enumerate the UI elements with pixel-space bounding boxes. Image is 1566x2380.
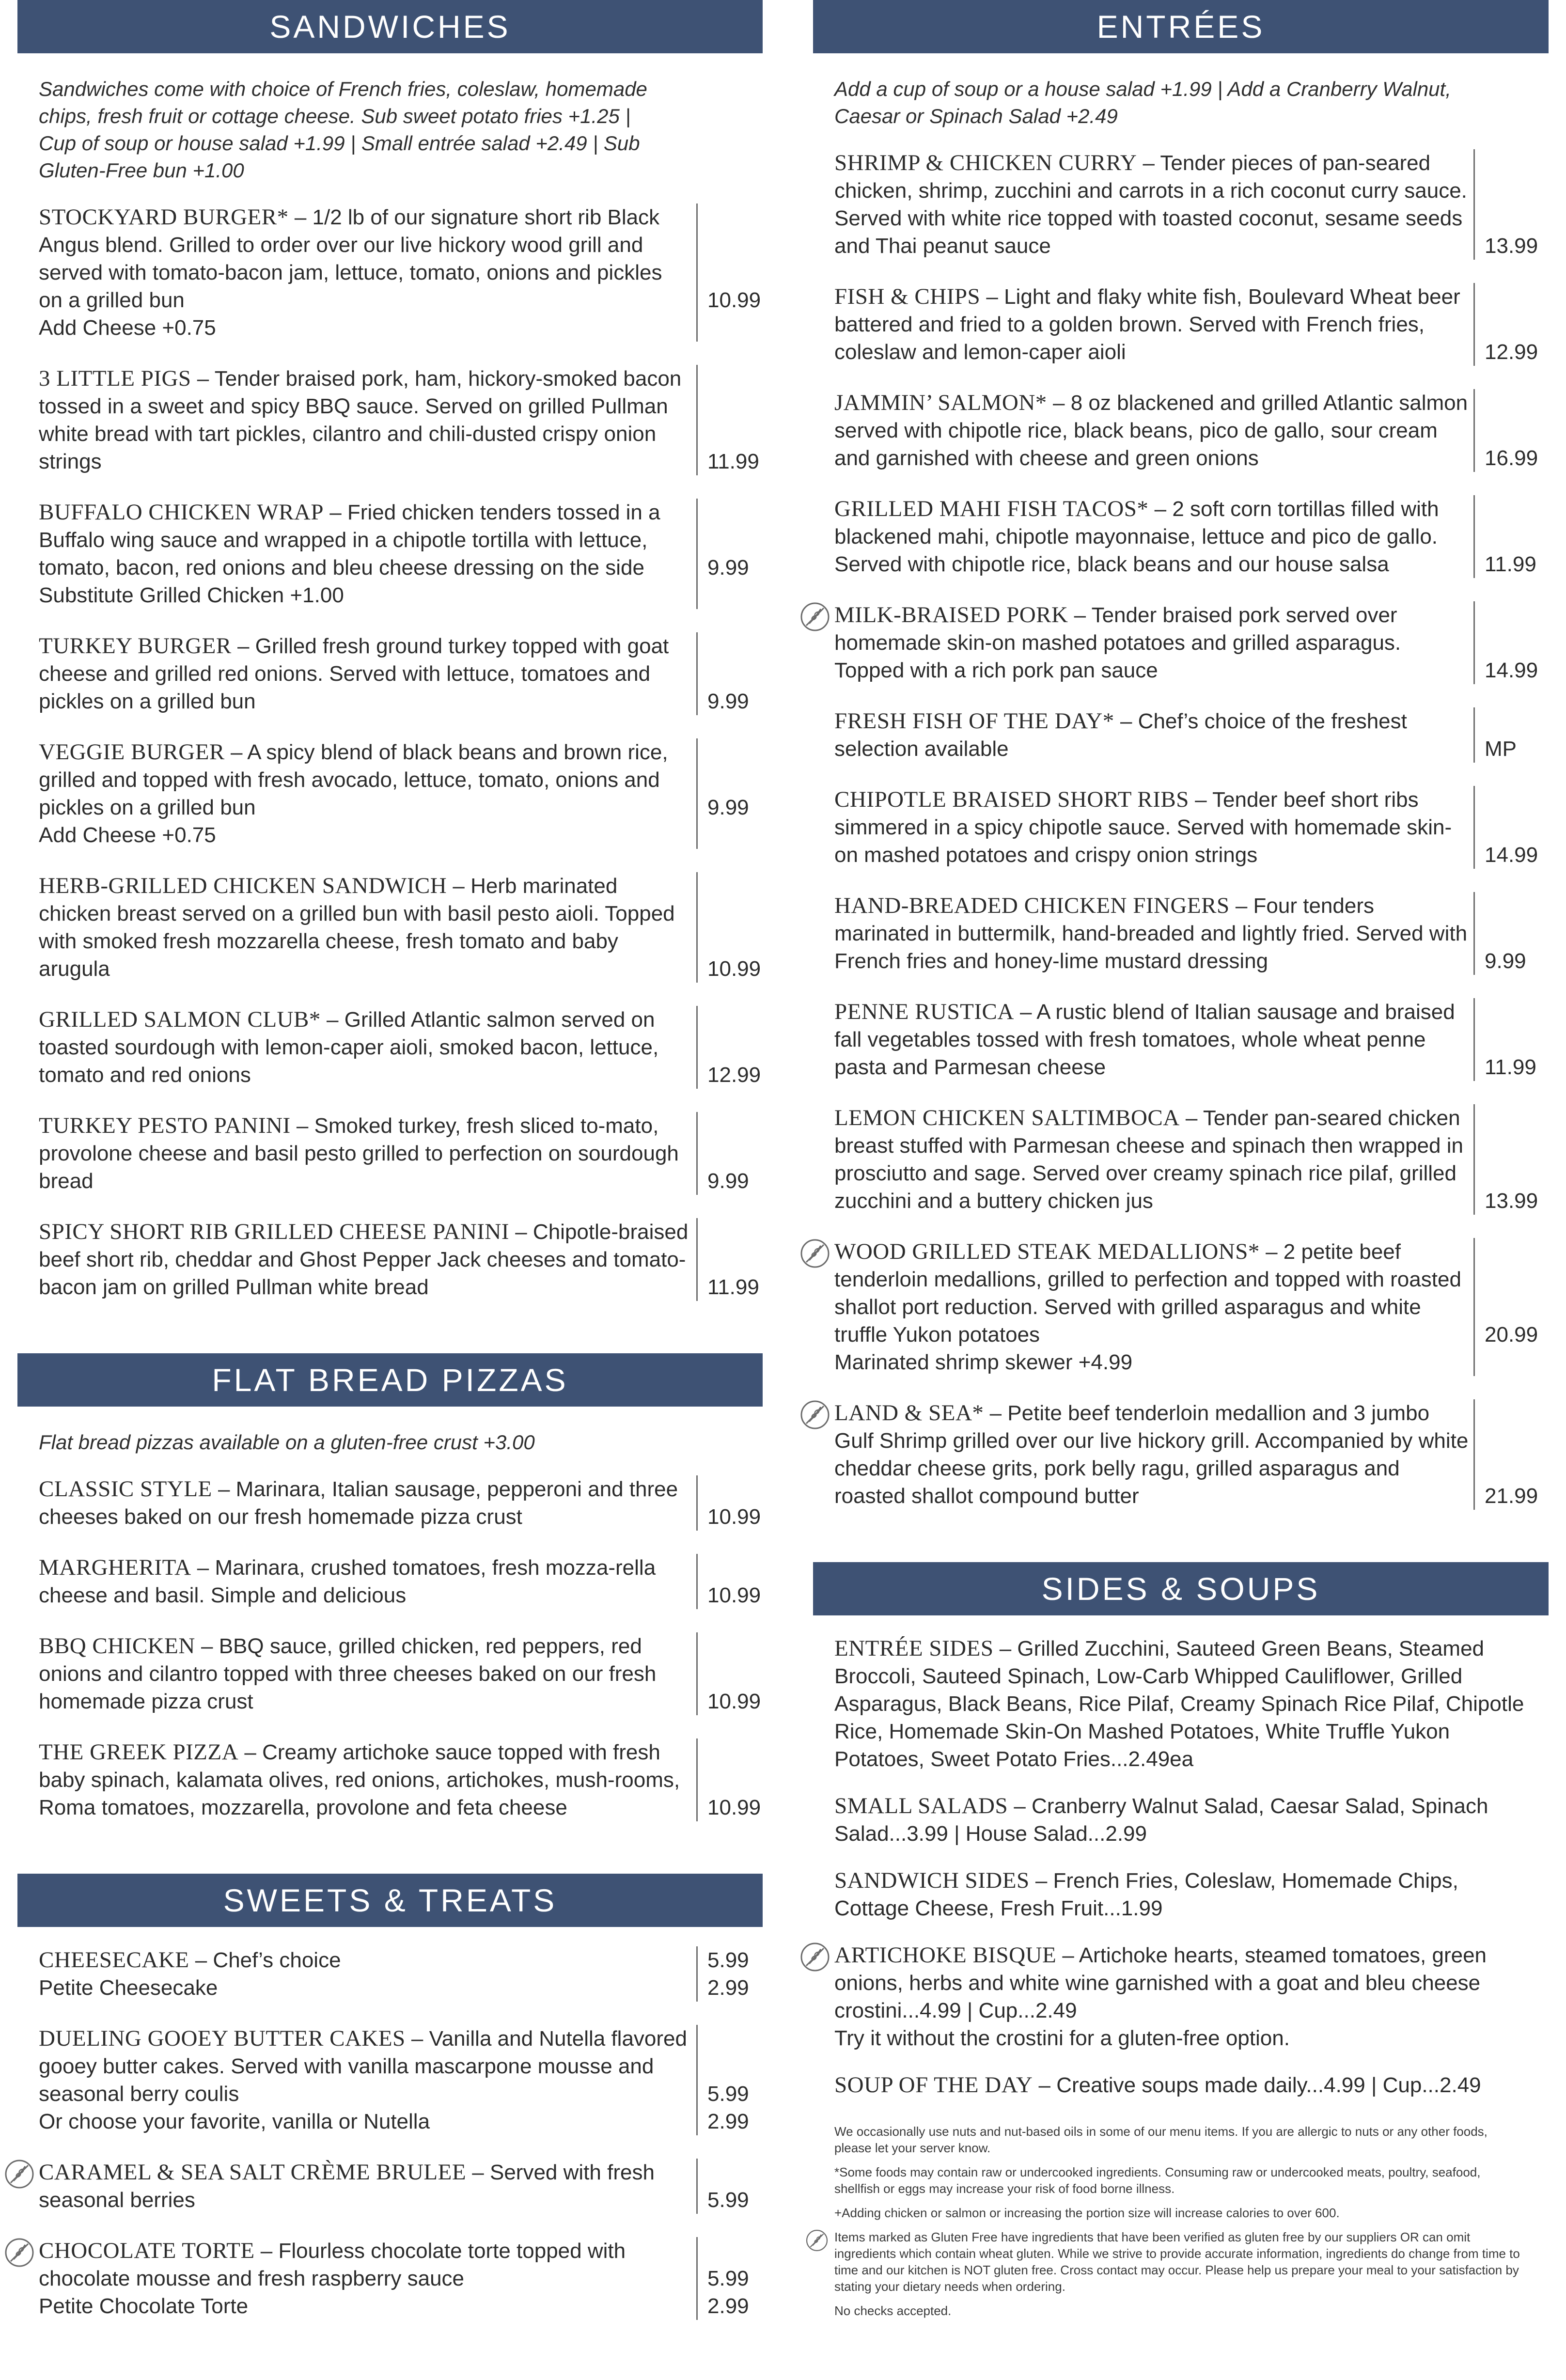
menu-item-name: MILK-BRAISED PORK xyxy=(834,602,1068,627)
menu-item-name: VEGGIE BURGER xyxy=(39,739,225,765)
menu-item xyxy=(39,1475,763,1531)
footnote: No checks accepted. xyxy=(834,2303,952,2318)
side-item-description: – Creative soups made daily...4.99 | Cup...2.49 xyxy=(1033,2073,1481,2097)
gluten-free-icon xyxy=(805,2229,829,2252)
menu-item-body xyxy=(39,1946,698,2002)
menu-item-name: PENNE RUSTICA xyxy=(834,999,1014,1024)
menu-item-body xyxy=(39,1475,698,1531)
menu-item-name: SHRIMP & CHICKEN CURRY xyxy=(834,150,1137,175)
menu-item-name: HERB-GRILLED CHICKEN SANDWICH xyxy=(39,873,447,898)
menu-item-sub-price: 2.99 xyxy=(707,2294,749,2318)
menu-item-name: TURKEY BURGER xyxy=(39,633,232,658)
gluten-free-icon xyxy=(4,2237,35,2268)
menu-item xyxy=(39,2159,763,2214)
menu-item-description: – Petite beef tenderloin medallion and 3 jumbo Gulf Shrimp grilled over our live hickory grill. Accompanied by white cheddar cheese grits, pork belly ragu, grilled asparagus and roasted shallot compound butter xyxy=(834,1401,1469,1508)
right-column xyxy=(813,0,1549,2327)
footnote: +Adding chicken or salmon or increasing the portion size will increase calories to over 600. xyxy=(834,2206,1340,2220)
menu-item-price: 20.99 xyxy=(1485,1323,1538,1347)
sandwiches-intro: Sandwiches come with choice of French fries, coleslaw, homemade chips, fresh fruit or cottage cheese. Sub sweet potato fries +1.25 | Cup of soup or house salad +1.99 | Small entrée salad +2.49 | Sub Gluten-Free bun +1.00 xyxy=(39,78,647,182)
menu-item xyxy=(834,1238,1549,1376)
menu-item-description: – Four tenders marinated in buttermilk, hand-breaded and lightly fried. Served with French fries and honey-lime mustard dressing xyxy=(834,894,1468,973)
menu-item-name: HAND-BREADED CHICKEN FINGERS xyxy=(834,893,1230,918)
menu-item-name: JAMMIN’ SALMON* xyxy=(834,390,1047,415)
menu-item xyxy=(834,601,1549,684)
menu-item xyxy=(39,1632,763,1715)
menu-item-price: 10.99 xyxy=(707,1583,761,1607)
menu-item-body xyxy=(39,1738,698,1821)
left-column xyxy=(17,0,763,2343)
footnotes xyxy=(813,2123,1549,2319)
menu-item-description: – Smoked turkey, fresh sliced to-mato, provolone cheese and basil pesto grilled to perfection on sourdough bread xyxy=(39,1114,679,1193)
menu-item-name: GRILLED SALMON CLUB* xyxy=(39,1007,321,1032)
menu-item-name: CARAMEL & SEA SALT CRÈME BRULEE xyxy=(39,2160,467,2185)
side-item-extra: Try it without the crostini for a gluten-free option. xyxy=(834,2026,1290,2050)
menu-item xyxy=(834,1399,1549,1510)
menu-item-description: – Vanilla and Nutella flavored gooey butter cakes. Served with vanilla mascarpone mousse and seasonal berry coulis xyxy=(39,2027,687,2106)
side-item xyxy=(834,1792,1527,1848)
menu-item-body xyxy=(39,365,698,475)
menu-item xyxy=(834,998,1549,1081)
menu-item-description: – Tender braised pork served over homemade skin-on mashed potatoes and grilled asparagus. Topped with a rich pork pan sauce xyxy=(834,603,1401,682)
menu-item-body xyxy=(834,495,1475,578)
menu-item-name: TURKEY PESTO PANINI xyxy=(39,1113,291,1138)
side-item xyxy=(834,1942,1527,2052)
side-item-description: – Grilled Zucchini, Sauteed Green Beans, Steamed Broccoli, Sauteed Spinach, Low-Carb Whipped Cauliflower, Grilled Asparagus, Black Beans, Rice Pilaf, Creamy Spinach Rice Pilaf, Chipotle Rice, Homemade Skin-On Mashed Potatoes, White Truffle Yukon Potatoes, Sweet Potato Fries...2.49ea xyxy=(834,1637,1524,1771)
menu-item-description: – Light and flaky white fish, Boulevard Wheat beer battered and fried to a golden brown. Served with French fries, coleslaw and lemon-caper aioli xyxy=(834,285,1460,364)
side-item-description: – French Fries, Coleslaw, Homemade Chips, Cottage Cheese, Fresh Fruit...1.99 xyxy=(834,1869,1458,1920)
menu-item-description: – BBQ sauce, grilled chicken, red peppers, red onions and cilantro topped with three cheeses baked on our fresh homemade pizza crust xyxy=(39,1634,657,1713)
menu-item-price: 10.99 xyxy=(707,957,761,981)
entrees-header: ENTRÉES xyxy=(813,0,1549,53)
menu-item-price: MP xyxy=(1485,737,1517,761)
menu-item-price: 5.99 xyxy=(707,2267,749,2290)
side-item-name: SMALL SALADS xyxy=(834,1793,1008,1818)
entrees-intro: Add a cup of soup or a house salad +1.99 | Add a Cranberry Walnut, Caesar or Spinach Salad +2.49 xyxy=(834,78,1451,127)
menu-item-description: – Tender pieces of pan-seared chicken, shrimp, zucchini and carrots in a rich coconut curry sauce. Served with white rice topped with toasted coconut, sesame seeds and Thai peanut sauce xyxy=(834,151,1467,258)
menu-item-description: – Herb marinated chicken breast served on a grilled bun with basil pesto aioli. Topped with smoked fresh mozzarella cheese, fresh tomato and baby arugula xyxy=(39,874,675,981)
menu-item-body xyxy=(39,1218,698,1301)
menu-item-description: – Marinara, crushed tomatoes, fresh mozza-rella cheese and basil. Simple and delicious xyxy=(39,1556,656,1607)
menu-item-price: 10.99 xyxy=(707,1796,761,1819)
footnote: Items marked as Gluten Free have ingredients that have been verified as gluten free by our suppliers OR can omit ingredients which contain wheat gluten. While we strive to provide accurate information, ingredients do change from time to time and our kitchen is NOT gluten free. Cross contact may occur. Please help us prepare your meal to your satisfaction by stating your dietary needs when ordering. xyxy=(834,2229,1527,2295)
sandwiches-list xyxy=(17,204,763,1301)
menu-item xyxy=(39,1006,763,1089)
menu-item-description: – Tender pan-seared chicken breast stuffed with Parmesan cheese and spinach then wrapped in prosciutto and sage. Served over creamy spinach rice pilaf, grilled zucchini and a buttery chicken jus xyxy=(834,1106,1463,1213)
sweets-list xyxy=(17,1946,763,2320)
menu-item-description: – Flourless chocolate torte topped with chocolate mousse and fresh raspberry sauce xyxy=(39,2239,626,2290)
menu-item-price: 9.99 xyxy=(707,796,749,819)
menu-item-sub: Petite Chocolate Torte xyxy=(39,2294,249,2318)
menu-item-description: – 8 oz blackened and grilled Atlantic salmon served with chipotle rice, black beans, pico de gallo, sour cream and garnished with cheese and green onions xyxy=(834,391,1468,470)
menu-item-body xyxy=(39,2159,698,2214)
menu-item-price: 10.99 xyxy=(707,1690,761,1713)
menu-item xyxy=(39,738,763,849)
menu-item-price: 9.99 xyxy=(1485,949,1526,973)
menu-item-body xyxy=(834,786,1475,869)
menu-item-description: – Tender braised pork, ham, hickory-smoked bacon tossed in a sweet and spicy BBQ sauce. Served on grilled Pullman white bread with tart pickles, cilantro and chili-dusted crispy onion strings xyxy=(39,367,682,473)
menu-item xyxy=(39,632,763,715)
menu-item xyxy=(834,707,1549,763)
side-item-name: ARTICHOKE BISQUE xyxy=(834,1942,1057,1968)
menu-item-price: 9.99 xyxy=(707,556,749,579)
menu-item xyxy=(39,499,763,609)
side-item-name: SANDWICH SIDES xyxy=(834,1868,1030,1893)
menu-item xyxy=(834,389,1549,472)
menu-item-name: CHEESECAKE xyxy=(39,1947,189,1973)
menu-item-name: MARGHERITA xyxy=(39,1555,191,1580)
menu-item-addon: Add Cheese +0.75 xyxy=(39,316,216,340)
menu-item-body xyxy=(39,204,698,342)
side-item xyxy=(834,1867,1527,1922)
side-item-description: – Artichoke hearts, steamed tomatoes, green onions, herbs and white wine garnished with a goat and bleu cheese crostini...4.99 | Cup...2.49 xyxy=(834,1943,1487,2022)
menu-item-name: 3 LITTLE PIGS xyxy=(39,366,191,391)
menu-item-name: CHOCOLATE TORTE xyxy=(39,2238,255,2263)
menu-item-description: – A spicy blend of black beans and brown rice, grilled and topped with fresh avocado, lettuce, tomato, onions and pickles on a grilled bun xyxy=(39,740,668,819)
menu-item-price: 13.99 xyxy=(1485,234,1538,258)
menu-item-addon: Add Cheese +0.75 xyxy=(39,823,216,847)
menu-item-description: – Marinara, Italian sausage, pepperoni and three cheeses baked on our fresh homemade pizza crust xyxy=(39,1477,678,1529)
menu-item-description: – Fried chicken tenders tossed in a Buffalo wing sauce and wrapped in a chipotle tortilla with lettuce, tomato, bacon, red onions and bleu cheese dressing on the side xyxy=(39,501,660,579)
menu-item-body xyxy=(39,2025,698,2135)
menu-item-body xyxy=(834,892,1475,975)
menu-item-body xyxy=(39,632,698,715)
menu-item-price: 12.99 xyxy=(1485,340,1538,364)
menu-item xyxy=(39,1946,763,2002)
menu-item-body xyxy=(834,601,1475,684)
menu-item-price: 21.99 xyxy=(1485,1484,1538,1508)
menu-item-body xyxy=(834,1104,1475,1215)
menu-item-price: 5.99 xyxy=(707,2188,749,2212)
menu-item-body xyxy=(39,2237,698,2320)
menu-item-price: 16.99 xyxy=(1485,446,1538,470)
side-item-description: – Cranberry Walnut Salad, Caesar Salad, Spinach Salad...3.99 | House Salad...2.99 xyxy=(834,1794,1488,1846)
menu-item-name: BBQ CHICKEN xyxy=(39,1633,195,1659)
menu-item xyxy=(39,365,763,475)
menu-item-description: – 2 soft corn tortillas filled with blackened mahi, chipotle mayonnaise, lettuce and pico de gallo. Served with chipotle rice, black beans and our house salsa xyxy=(834,497,1439,576)
menu-item-price: 5.99 xyxy=(707,2082,749,2106)
footnote: *Some foods may contain raw or undercooked ingredients. Consuming raw or undercooked meats, poultry, seafood, shellfish or eggs may increase your risk of food borne illness. xyxy=(834,2165,1481,2196)
menu-item-sub: Petite Cheesecake xyxy=(39,1976,218,2000)
menu-item-name: CHIPOTLE BRAISED SHORT RIBS xyxy=(834,787,1189,812)
menu-item-price: 11.99 xyxy=(707,1275,759,1299)
menu-item xyxy=(39,1738,763,1821)
menu-item xyxy=(834,149,1549,260)
footnote: We occasionally use nuts and nut-based oils in some of our menu items. If you are allergic to nuts or any other foods, please let your server know. xyxy=(834,2124,1488,2155)
menu-item xyxy=(39,2025,763,2135)
gluten-free-icon xyxy=(799,1942,830,1973)
side-item xyxy=(834,2071,1527,2099)
menu-item xyxy=(834,283,1549,366)
menu-item-price: 9.99 xyxy=(707,1169,749,1193)
side-item xyxy=(834,1635,1527,1773)
menu-item-addon: Marinated shrimp skewer +4.99 xyxy=(834,1350,1133,1374)
menu-item xyxy=(39,1218,763,1301)
pizzas-intro: Flat bread pizzas available on a gluten-free crust +3.00 xyxy=(39,1431,535,1454)
menu-item-addon: Substitute Grilled Chicken +1.00 xyxy=(39,583,344,607)
menu-item-body xyxy=(39,499,698,609)
sweets-header: SWEETS & TREATS xyxy=(17,1874,763,1927)
menu-item-body xyxy=(39,1006,698,1089)
sides-header: SIDES & SOUPS xyxy=(813,1562,1549,1615)
side-item-name: SOUP OF THE DAY xyxy=(834,2072,1033,2098)
menu-item-body xyxy=(39,1112,698,1195)
menu-item-body xyxy=(39,1632,698,1715)
pizzas-list xyxy=(17,1475,763,1821)
menu-item xyxy=(39,1554,763,1609)
menu-item-body xyxy=(834,389,1475,472)
menu-item-description: – Chipotle-braised beef short rib, cheddar and Ghost Pepper Jack cheeses and tomato-bacon jam on grilled Pullman white bread xyxy=(39,1220,689,1299)
gluten-free-icon xyxy=(799,1238,830,1269)
sides-list xyxy=(813,1635,1549,2099)
menu-item-price: 14.99 xyxy=(1485,843,1538,867)
menu-item-price: 11.99 xyxy=(1485,552,1536,576)
menu-item-price: 14.99 xyxy=(1485,658,1538,682)
menu-item-description: – Grilled Atlantic salmon served on toasted sourdough with lemon-caper aioli, smoked bacon, lettuce, tomato and red onions xyxy=(39,1008,659,1087)
menu-item-name: STOCKYARD BURGER* xyxy=(39,204,289,230)
menu-item-price: 12.99 xyxy=(707,1063,761,1087)
menu-item-description: – Grilled fresh ground turkey topped with goat cheese and grilled red onions. Served with lettuce, tomatoes and pickles on a grilled bun xyxy=(39,634,669,713)
menu-item-body xyxy=(834,283,1475,366)
menu-item-description: – A rustic blend of Italian sausage and braised fall vegetables tossed with fresh tomatoes, whole wheat penne pasta and Parmesan cheese xyxy=(834,1000,1455,1079)
menu-item-name: SPICY SHORT RIB GRILLED CHEESE PANINI xyxy=(39,1219,510,1244)
menu-item xyxy=(834,1104,1549,1215)
menu-item xyxy=(39,2237,763,2320)
menu-item xyxy=(39,204,763,342)
menu-item-price: 10.99 xyxy=(707,288,761,312)
sandwiches-header: SANDWICHES xyxy=(17,0,763,53)
menu-item-name: THE GREEK PIZZA xyxy=(39,1739,239,1765)
menu-item-price: 11.99 xyxy=(707,450,759,473)
menu-item-name: FRESH FISH OF THE DAY* xyxy=(834,708,1114,734)
gluten-free-icon xyxy=(799,1399,830,1430)
menu-item xyxy=(39,1112,763,1195)
entrees-list xyxy=(813,149,1549,1510)
menu-item-sub-price: 2.99 xyxy=(707,2110,749,2133)
menu-item-name: LAND & SEA* xyxy=(834,1400,984,1425)
menu-item-name: DUELING GOOEY BUTTER CAKES xyxy=(39,2026,406,2051)
menu-item-body xyxy=(39,872,698,983)
menu-item-price: 13.99 xyxy=(1485,1189,1538,1213)
menu-item-body xyxy=(39,738,698,849)
menu-item-price: 5.99 xyxy=(707,1948,749,1972)
menu-item-description: – Creamy artichoke sauce topped with fresh baby spinach, kalamata olives, red onions, artichokes, mush-rooms, Roma tomatoes, mozzarella, provolone and feta cheese xyxy=(39,1740,680,1819)
menu-item-description: – Served with fresh seasonal berries xyxy=(39,2161,655,2212)
menu-item-body xyxy=(834,1399,1475,1510)
menu-item-name: CLASSIC STYLE xyxy=(39,1476,212,1502)
menu-item-body xyxy=(834,149,1475,260)
menu-item-description: – 1/2 lb of our signature short rib Black Angus blend. Grilled to order over our live hickory wood grill and served with tomato-bacon jam, lettuce, tomato, onions and pickles on a grilled bun xyxy=(39,205,662,312)
menu-item-sub-price: 2.99 xyxy=(707,1976,749,2000)
menu-item-name: BUFFALO CHICKEN WRAP xyxy=(39,500,324,525)
side-item-name: ENTRÉE SIDES xyxy=(834,1636,994,1661)
menu-item xyxy=(834,786,1549,869)
menu-item-description: – Chef’s choice xyxy=(189,1948,341,1972)
menu-item-body xyxy=(834,1238,1475,1376)
menu-item-name: LEMON CHICKEN SALTIMBOCA xyxy=(834,1105,1180,1130)
menu-item-price: 9.99 xyxy=(707,689,749,713)
menu-item-body xyxy=(834,707,1475,763)
menu-item-description: – 2 petite beef tenderloin medallions, grilled to perfection and topped with roasted shallot port reduction. Served with grilled asparagus and white truffle Yukon potatoes xyxy=(834,1240,1461,1347)
menu-item xyxy=(834,495,1549,578)
menu-item-name: WOOD GRILLED STEAK MEDALLIONS* xyxy=(834,1239,1260,1264)
menu-item-price: 10.99 xyxy=(707,1505,761,1529)
menu-item xyxy=(39,872,763,983)
gluten-free-icon xyxy=(4,2159,35,2190)
menu-item-price: 11.99 xyxy=(1485,1055,1536,1079)
pizzas-header: FLAT BREAD PIZZAS xyxy=(17,1353,763,1407)
menu-item-body xyxy=(834,998,1475,1081)
menu-item-body xyxy=(39,1554,698,1609)
menu-item-name: GRILLED MAHI FISH TACOS* xyxy=(834,496,1149,521)
menu-item-description: – Chef’s choice of the freshest selection available xyxy=(834,709,1407,761)
gluten-free-icon xyxy=(799,601,830,632)
menu-item-description: – Tender beef short ribs simmered in a spicy chipotle sauce. Served with homemade skin-on mashed potatoes and crispy onion strings xyxy=(834,788,1452,867)
menu-item-name: FISH & CHIPS xyxy=(834,284,981,309)
menu-item-sub: Or choose your favorite, vanilla or Nutella xyxy=(39,2110,430,2133)
menu-item xyxy=(834,892,1549,975)
